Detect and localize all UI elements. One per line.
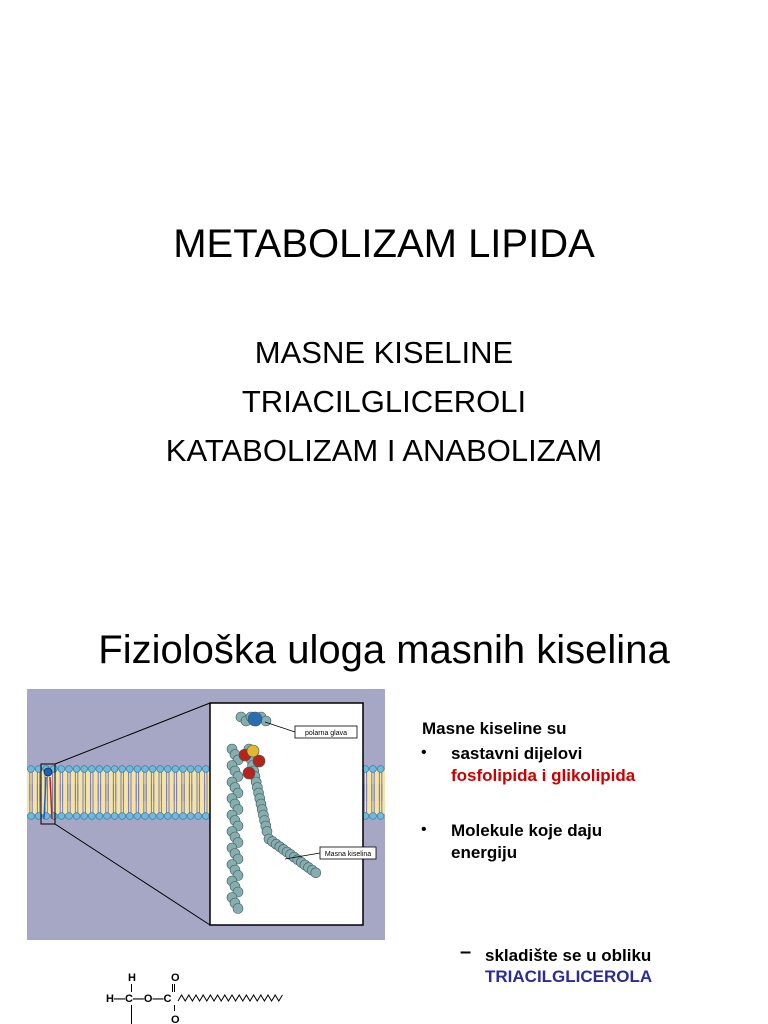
bullet-2-line-1: Molekule koje daju [451, 821, 603, 840]
sub-bullet-marker: – [460, 941, 472, 963]
subtitle-triacilgliceroli: TRIACILGLICEROLI [241, 384, 527, 419]
formula-h-top: H [128, 972, 136, 984]
intro-text: Masne kiseline su [422, 719, 567, 738]
membrane-illustration [27, 689, 385, 940]
bullet-2-line-2: energiju [451, 843, 518, 862]
sub-bullet-line-2: TRIACILGLICEROLA [485, 967, 653, 986]
bullet-marker: • [421, 821, 427, 838]
bullet-marker: • [421, 744, 427, 761]
sub-bullet-line-1: skladište se u obliku [485, 946, 652, 965]
slide-title-2: Fiziološka uloga masnih kiselina [98, 628, 670, 672]
formula-o-bottom: O [171, 1014, 180, 1024]
label-polarna-glava: polarna glava [304, 730, 348, 737]
subtitle-katabolizam-anabolizam: KATABOLIZAM I ANABOLIZAM [165, 433, 603, 468]
bullet-1-line-2: fosfolipida i glikolipida [451, 766, 636, 785]
label-masna-kiselina: Masna kiselina [324, 851, 372, 858]
subtitle-masne-kiseline: MASNE KISELINE [254, 335, 514, 370]
formula-row: H—C—O—C [106, 993, 172, 1005]
triacylglycerol-formula [100, 968, 300, 1024]
slide-title: METABOLIZAM LIPIDA [173, 222, 595, 266]
formula-o-top: O [171, 972, 180, 984]
bullet-1-line-1: sastavni dijelovi [451, 744, 583, 763]
